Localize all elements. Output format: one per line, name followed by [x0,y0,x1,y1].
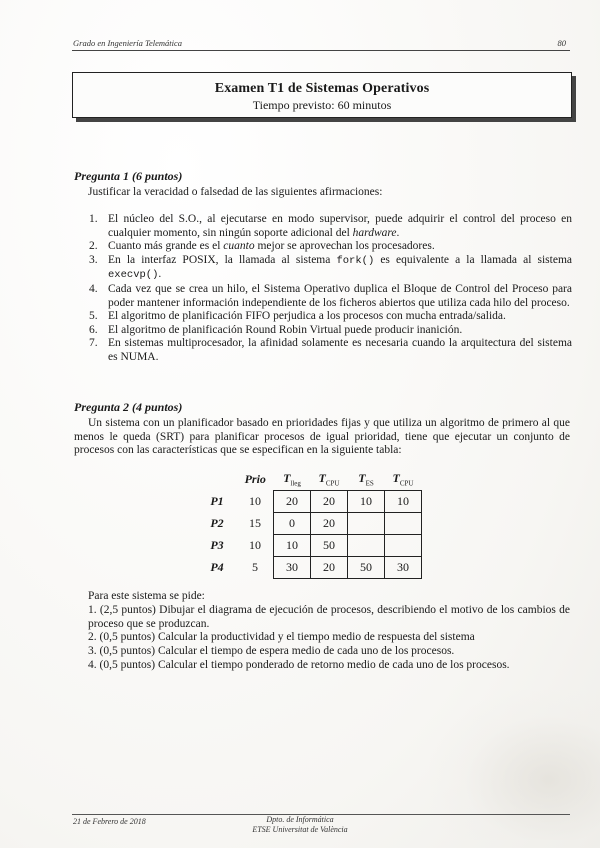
table-cell: 20 [274,491,311,513]
table-cell: 10 [274,535,311,557]
process-table [197,469,422,579]
paper-stain [430,690,600,840]
table-cell: 20 [311,491,348,513]
table-row [197,513,422,535]
table-cell: 10 [385,491,422,513]
statement-item: 1. El núcleo del S.O., al ejecutarse en modo supervisor, puede adquirir el control del proceso en cualquier momento, sin ningún soporte adicional del hardware. [89,213,572,239]
exam-title: Examen T1 de Sistemas Operativos [214,81,430,96]
statement-item: 5. El algoritmo de planificación FIFO perjudica a los procesos con mucha entrada/salida. [89,310,506,323]
col-header-tcpu: $T_{CPU}$ [318,471,340,488]
table-cell [385,535,422,557]
table-header-row [197,469,422,491]
statement-item: 4. Cada vez que se crea un hilo, el Sistema Operativo duplica el Bloque de Control del Proceso para poder mantener información independiente de los ficheros abiertos que utiliza cada hilo del proceso. [89,282,572,309]
table-cell: 20 [311,557,348,579]
title-box [72,72,572,118]
task-item: 2. (0,5 puntos) Calcular la productividad y el tiempo medio de respuesta del sistema [88,631,475,644]
table-cell: 10 [348,491,385,513]
col-header-tlleg: $T_{lleg}$ [283,471,301,488]
table-cell: 10 [249,538,261,552]
footer-date: 21 de Febrero de 2018 [73,817,146,826]
task-item: 4. (0,5 puntos) Calcular el tiempo ponderado de retorno medio de cada uno de los procesos. [88,658,510,671]
tasks-intro: Para este sistema se pide: [88,590,205,602]
col-header-tcpu-2: $T_{CPU}$ [392,471,414,488]
question-2-tasks [88,590,570,673]
footer-department: Dpto. de Informática ETSE Universitat de València [252,815,348,834]
table-cell [385,513,422,535]
table-cell: 0 [274,513,311,535]
question-1-intro: Justificar la veracidad o falsedad de las siguientes afirmaciones: [88,186,383,198]
task-item: 1. (2,5 puntos) Dibujar el diagrama de ejecución de procesos, describiendo el motivo de los cambios de proceso que se produzcan. [88,603,570,630]
exam-duration: Tiempo previsto: 60 minutos [252,98,392,112]
table-cell: 10 [249,494,261,508]
table-cell: 5 [252,560,258,574]
row-header: P4 [210,560,224,574]
statement-item: 7. En sistemas multiprocesador, la afinidad solamente es necesaria cuando la arquitectura del sistema es NUMA. [89,337,572,363]
task-item: 3. (0,5 puntos) Calcular el tiempo de espera medio de cada uno de los procesos. [88,645,455,658]
table-row [197,491,422,513]
statement-item: 2. Cuanto más grande es el cuanto mejor se aprovechan los procesadores. [89,240,435,253]
header-degree: Grado en Ingeniería Telemática [73,38,182,48]
col-header-prio: Prio [244,472,266,487]
table-row [197,557,422,579]
row-header: P3 [210,538,224,552]
table-row [197,535,422,557]
table-cell: 50 [348,557,385,579]
table-cell: 15 [249,516,261,530]
header-rule [72,50,570,51]
row-header: P2 [210,516,224,530]
question-2-heading: Pregunta 2 (4 puntos) [74,400,183,414]
table-cell [348,513,385,535]
statement-item: 3. En la interfaz POSIX, la llamada al sistema fork() es equivalente a la llamada al sistema execvp(). [89,253,572,282]
statement-item: 6. El algoritmo de planificación Round Robin Virtual puede producir inanición. [89,323,463,336]
question-1-statements [74,213,572,365]
col-header-tes: $T_{ES}$ [358,471,374,488]
table-cell: 20 [311,513,348,535]
table-cell [348,535,385,557]
table-cell: 50 [311,535,348,557]
header-page-number: 80 [557,38,566,48]
row-header: P1 [210,494,224,508]
table-cell: 30 [274,557,311,579]
table-cell: 30 [385,557,422,579]
question-2-intro: Un sistema con un planificador basado en prioridades fijas y que utiliza un algoritmo de primero al que menos le queda (SRT) para planificar procesos de igual prioridad, tiene que ejecutar un conjunto de procesos con las características que se especifican en la siguiente tabla: [74,417,570,457]
question-1-heading: Pregunta 1 (6 puntos) [74,169,183,183]
